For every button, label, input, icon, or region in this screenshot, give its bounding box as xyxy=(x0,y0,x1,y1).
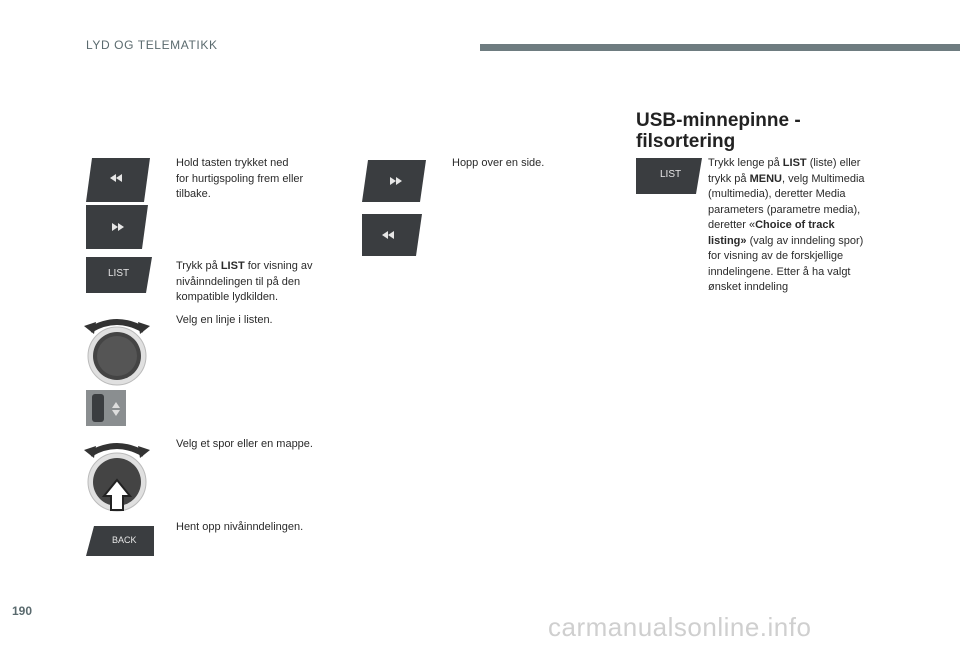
page-forward-icon xyxy=(362,160,426,202)
fs-line9: ønsket inndeling xyxy=(708,281,789,293)
file-sorting-description xyxy=(708,156,865,296)
list-description xyxy=(176,259,313,306)
fs-line2: trykk på MENU, velg Multimedia xyxy=(708,172,865,185)
rotary-knob-top[interactable] xyxy=(84,316,150,386)
rewind-button[interactable] xyxy=(86,158,150,202)
fs-line3: (multimedia), deretter Media xyxy=(708,188,846,200)
steering-wheel-control[interactable] xyxy=(86,390,126,426)
select-line-description: Velg en linje i listen. xyxy=(176,314,273,326)
list-line3: kompatible lydkilden. xyxy=(176,291,279,303)
watermark: carmanualsonline.info xyxy=(548,612,812,642)
list-line1: Trykk på LIST for visning av xyxy=(176,260,313,272)
page-back-button[interactable] xyxy=(362,214,422,256)
rotate-press-icon xyxy=(84,440,150,516)
fast-forward-icon xyxy=(86,205,148,249)
select-track-description: Velg et spor eller en mappe. xyxy=(176,438,313,450)
page-back-icon xyxy=(362,214,422,256)
section-title-line2: filsortering xyxy=(636,131,736,152)
fast-seek-line3: tilbake. xyxy=(176,188,211,200)
fs-line4: parameters (parametre media), xyxy=(708,203,861,216)
back-description: Hent opp nivåinndelingen. xyxy=(176,521,304,533)
list-button-label: LIST xyxy=(108,268,130,279)
header-bar xyxy=(480,44,960,51)
page-forward-button[interactable] xyxy=(362,160,426,202)
rewind-icon xyxy=(86,158,150,202)
list-line2: nivåinndelingen til på den xyxy=(176,275,301,288)
fast-seek-line1: Hold tasten trykket ned xyxy=(176,157,289,169)
page-skip-description: Hopp over en side. xyxy=(452,157,545,169)
list-button-right[interactable] xyxy=(636,158,702,194)
list-button[interactable] xyxy=(86,257,152,293)
fs-line6: listing» (valg av inndeling spor) xyxy=(708,234,864,247)
back-button[interactable] xyxy=(86,526,154,556)
section-header: LYD OG TELEMATIKK xyxy=(86,38,218,52)
section-title-line1: USB-minnepinne - xyxy=(636,110,801,131)
fast-forward-button[interactable] xyxy=(86,205,148,249)
fs-line7: for visning av de forskjellige xyxy=(708,250,844,262)
fast-seek-description xyxy=(176,156,303,203)
fs-line1: Trykk lenge på LIST (liste) eller xyxy=(708,157,861,169)
fast-seek-line2: for hurtigspoling frem eller xyxy=(176,172,304,185)
list-button-right-label: LIST xyxy=(660,169,682,180)
rotate-arrows-icon xyxy=(84,316,150,386)
fs-line5: deretter «Choice of track xyxy=(708,219,835,231)
fs-line8: inndelingene. Etter å ha valgt xyxy=(708,265,851,278)
steering-control-icon xyxy=(86,390,126,426)
section-title xyxy=(636,110,801,152)
page-number: 190 xyxy=(12,604,33,618)
back-button-label: BACK xyxy=(112,535,137,545)
rotary-knob-bottom[interactable] xyxy=(84,440,150,516)
